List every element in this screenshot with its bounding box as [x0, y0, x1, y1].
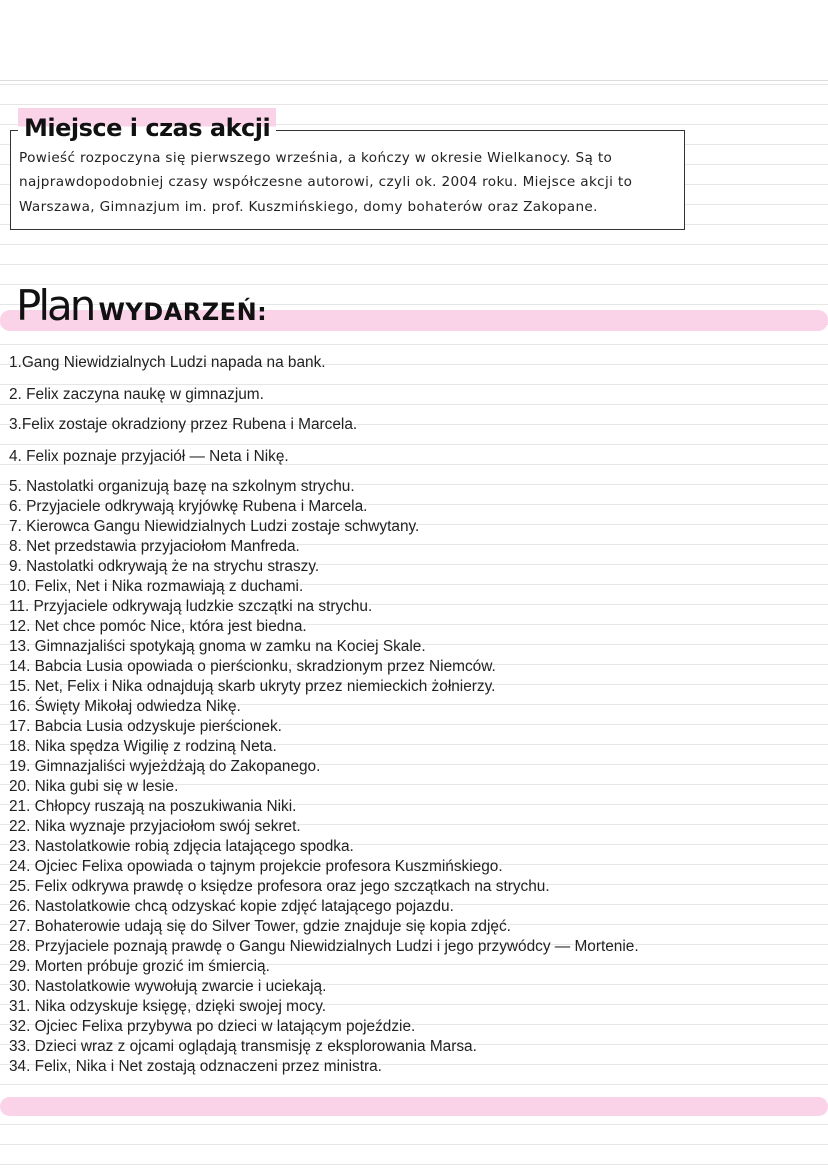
event-item: 25. Felix odkrywa prawdę o księdze profesora oraz jego szczątkach na strychu.	[9, 878, 550, 895]
event-item: 28. Przyjaciele poznają prawdę o Gangu Niewidzialnych Ludzi i jego przywódcy — Mortenie.	[9, 938, 639, 955]
event-item: 8. Net przedstawia przyjaciołom Manfreda.	[9, 538, 300, 555]
event-item: 13. Gimnazjaliści spotykają gnoma w zamku na Kociej Skale.	[9, 638, 426, 655]
plan-heading-big: Plan	[16, 281, 94, 330]
event-item: 10. Felix, Net i Nika rozmawiają z duchami.	[9, 578, 304, 595]
event-item: 22. Nika wyznaje przyjaciołom swój sekret.	[9, 818, 301, 835]
event-item: 3.Felix zostaje okradziony przez Rubena i Marcela.	[9, 416, 358, 433]
event-item: 20. Nika gubi się w lesie.	[9, 778, 179, 795]
event-item: 16. Święty Mikołaj odwiedza Nikę.	[9, 698, 241, 715]
event-item: 31. Nika odzyskuje księgę, dzięki swojej mocy.	[9, 998, 327, 1015]
event-item: 21. Chłopcy ruszają na poszukiwania Niki.	[9, 798, 297, 815]
event-item: 9. Nastolatki odkrywają że na strychu straszy.	[9, 558, 320, 575]
event-item: 4. Felix poznaje przyjaciół — Neta i Nikę.	[9, 448, 289, 465]
event-item: 24. Ojciec Felixa opowiada o tajnym projekcie profesora Kuszmińskiego.	[9, 858, 503, 875]
plan-heading	[16, 281, 267, 330]
event-item: 23. Nastolatkowie robią zdjęcia latającego spodka.	[9, 838, 354, 855]
top-rule	[0, 80, 828, 81]
bottom-highlight-bar	[0, 1097, 828, 1116]
event-item: 1.Gang Niewidzialnych Ludzi napada na bank.	[9, 354, 326, 371]
event-item: 32. Ojciec Felixa przybywa po dzieci w latającym pojeździe.	[9, 1018, 416, 1035]
event-item: 34. Felix, Nika i Net zostają odznaczeni przez ministra.	[9, 1058, 382, 1075]
event-item: 33. Dzieci wraz z ojcami oglądają transmisję z eksplorowania Marsa.	[9, 1038, 477, 1055]
event-item: 2. Felix zaczyna naukę w gimnazjum.	[9, 386, 264, 403]
event-item: 15. Net, Felix i Nika odnajdują skarb ukryty przez niemieckich żołnierzy.	[9, 678, 496, 695]
event-item: 30. Nastolatkowie wywołują zwarcie i uciekają.	[9, 978, 327, 995]
event-item: 12. Net chce pomóc Nice, która jest biedna.	[9, 618, 307, 635]
event-item: 27. Bohaterowie udają się do Silver Tower, gdzie znajduje się kopia zdjęć.	[9, 918, 511, 935]
event-item: 18. Nika spędza Wigilię z rodziną Neta.	[9, 738, 277, 755]
plan-heading-small: WYDARZEŃ:	[98, 298, 268, 326]
event-item: 11. Przyjaciele odkrywają ludzkie szczątki na strychu.	[9, 598, 373, 615]
event-item: 19. Gimnazjaliści wyjeżdżają do Zakopanego.	[9, 758, 321, 775]
page-top-margin	[0, 0, 828, 80]
section-body: Powieść rozpoczyna się pierwszego września, a kończy w okresie Wielkanocy. Są to najprawdopodobniej czasy współczesne autorowi, czyli ok. 2004 roku. Miejsce akcji to Warszawa, Gimnazjum im. prof. Kuszmińskiego, domy bohaterów oraz Zakopane.	[19, 150, 633, 215]
event-item: 7. Kierowca Gangu Niewidzialnych Ludzi zostaje schwytany.	[9, 518, 420, 535]
event-item: 17. Babcia Lusia odzyskuje pierścionek.	[9, 718, 282, 735]
event-item: 29. Morten próbuje grozić im śmiercią.	[9, 958, 270, 975]
section-title: Miejsce i czas akcji	[18, 108, 276, 142]
event-item: 14. Babcia Lusia opowiada o pierścionku, skradzionym przez Niemców.	[9, 658, 496, 675]
event-item: 26. Nastolatkowie chcą odzyskać kopie zdjęć latającego pojazdu.	[9, 898, 454, 915]
event-item: 5. Nastolatki organizują bazę na szkolnym strychu.	[9, 478, 355, 495]
event-item: 6. Przyjaciele odkrywają kryjówkę Rubena i Marcela.	[9, 498, 368, 515]
